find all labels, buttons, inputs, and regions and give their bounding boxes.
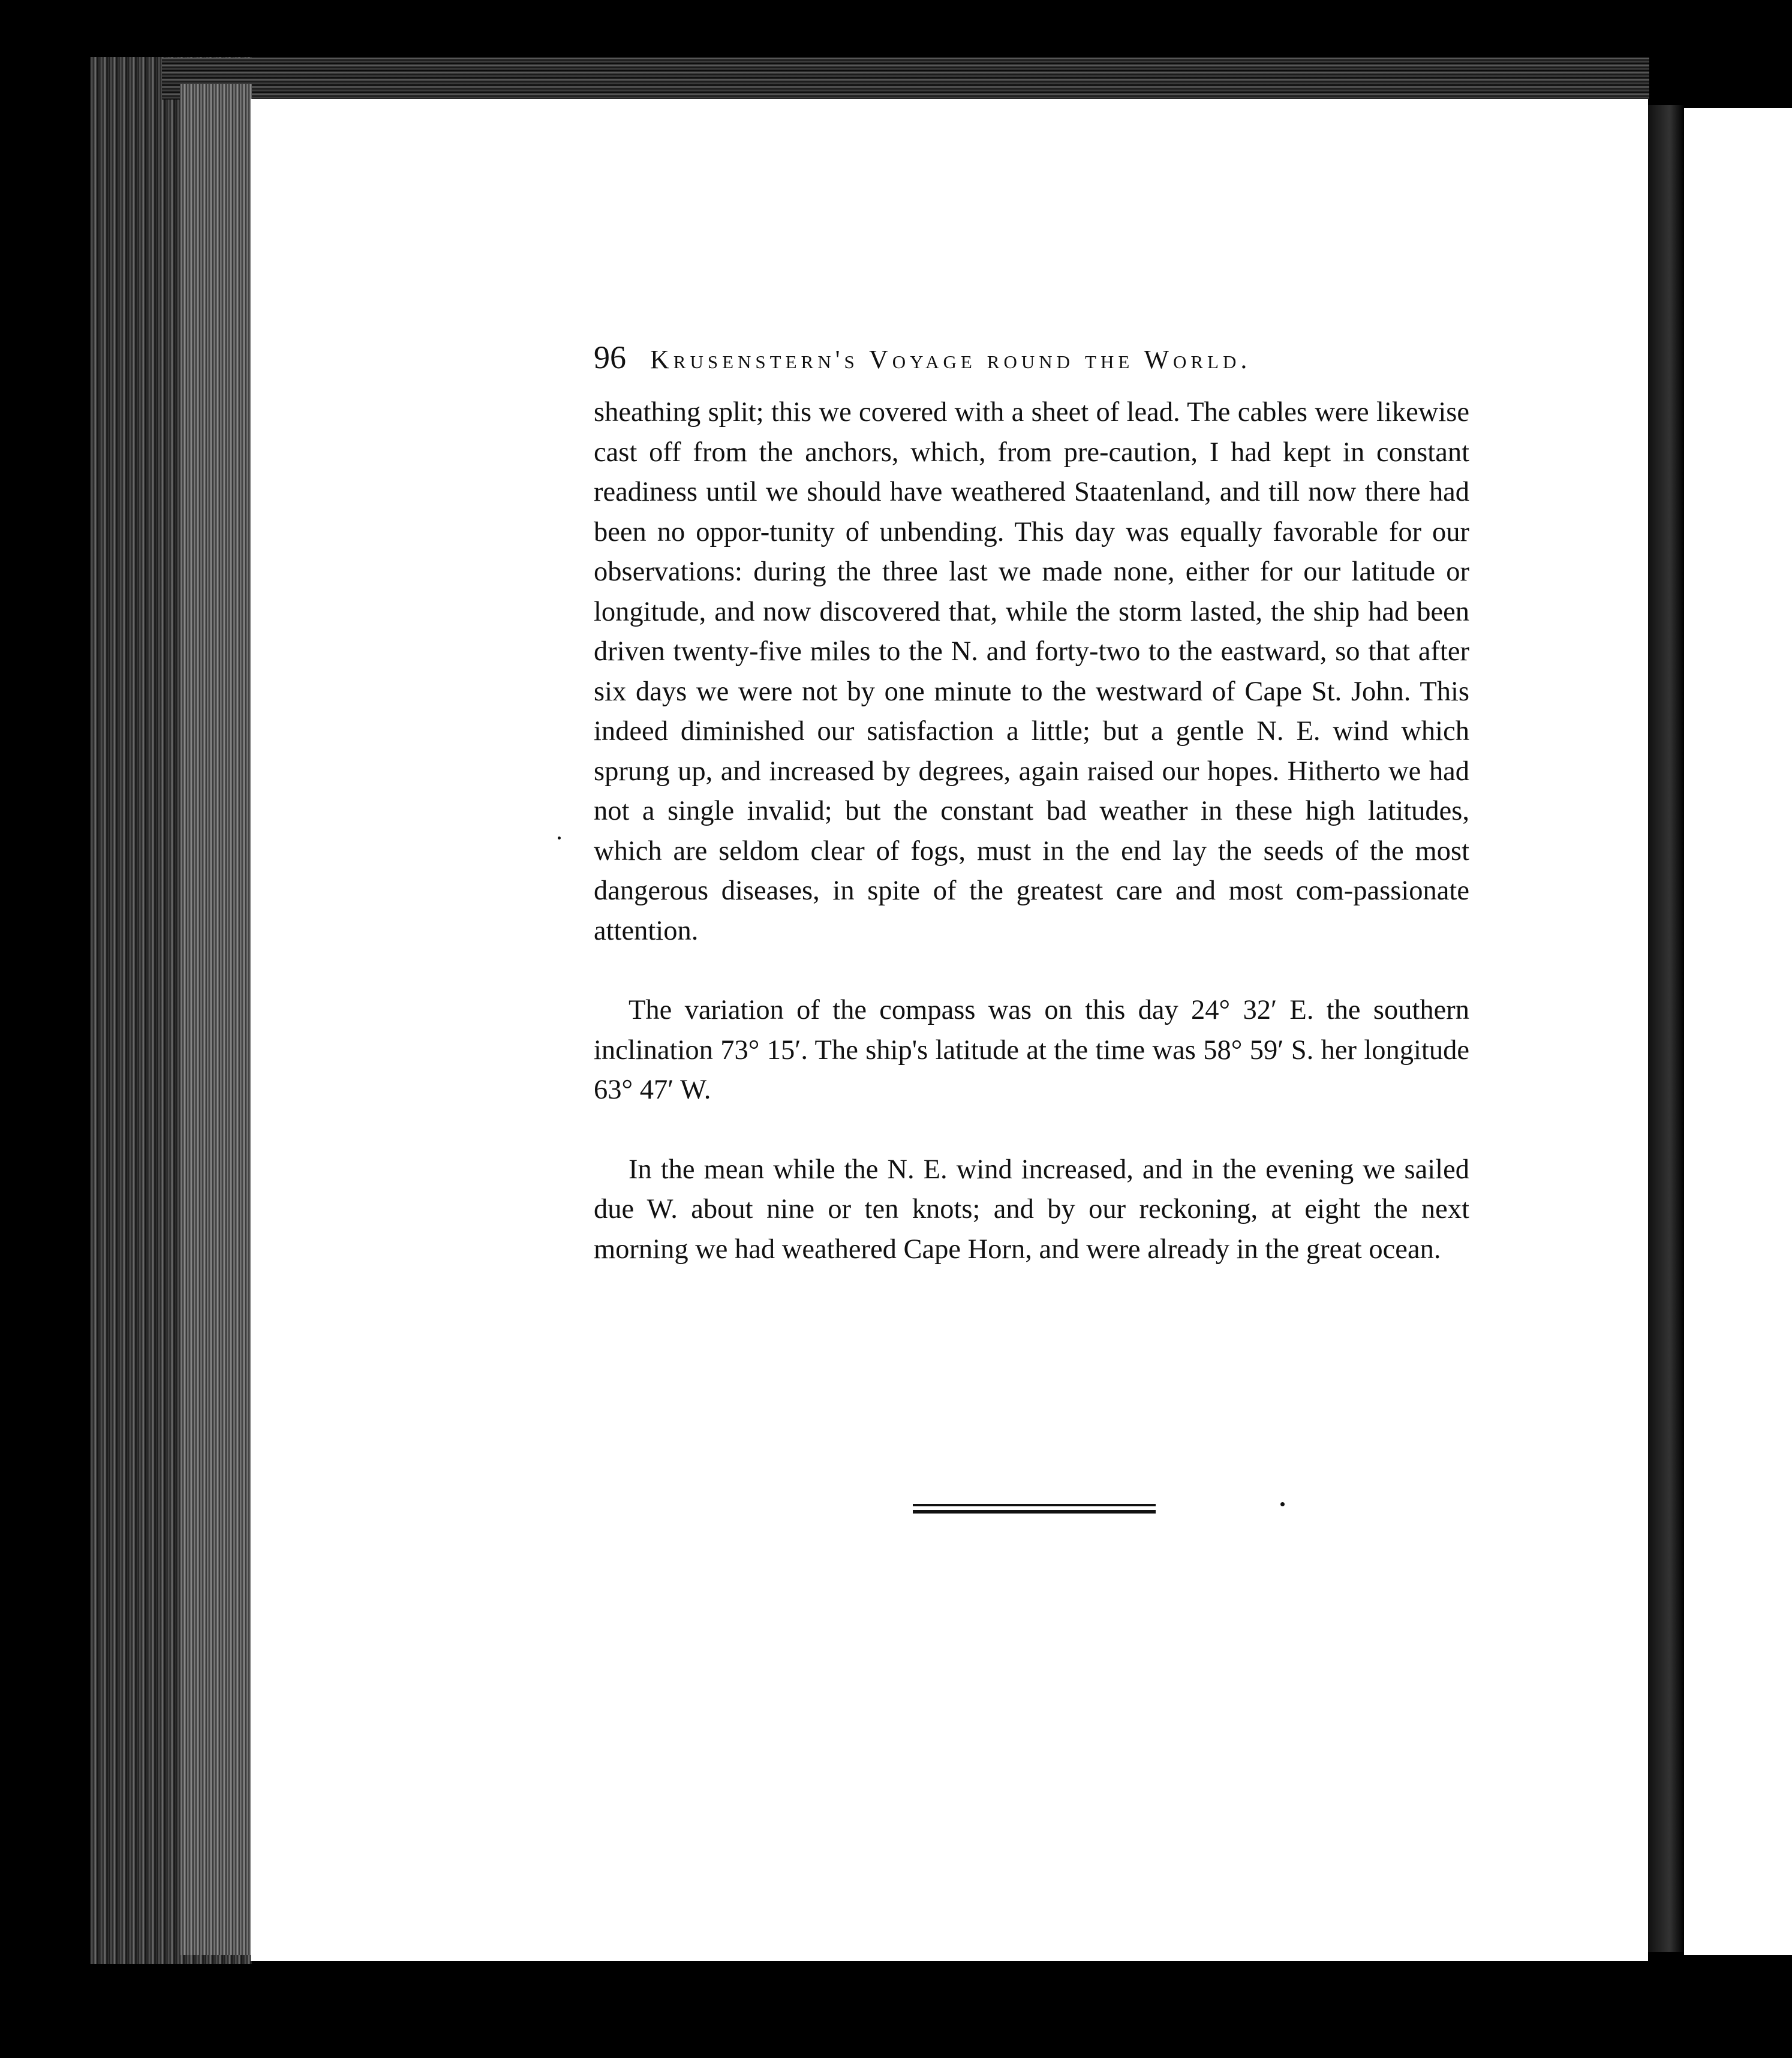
page-number: 96 — [594, 339, 626, 375]
paragraph-1: sheathing split; this we covered with a sheet of lead. The cables were likewise cast off from the anchors, which, from pre-caution, I had kept in constant readiness until we should have weathered Staatenland, and till now there had been no oppor-tunity of unbending. This day was equally favorable for our observations: during the three last we made none, either for our latitude or longitude, and now discovered that, while the storm lasted, the ship had been driven twenty-five miles to the N. and forty-two to the eastward, so that after six days we were not by one minute to the westward of Cape St. John. This indeed diminished our satisfaction a little; but a gentle N. E. wind which sprung up, and increased by degrees, again raised our hopes. Hitherto we had not a single invalid; but the constant bad weather in these high latitudes, which are seldom clear of fogs, must in the end lay the seeds of the most dangerous diseases, in spite of the greatest care and most com-passionate attention. — [594, 397, 1469, 946]
paragraph-3: In the mean while the N. E. wind increased, and in the evening we sailed due W. about nine or ten knots; and by our reckoning, at eight the next morning we had weathered Cape Horn, and were already in the great ocean. — [594, 1154, 1469, 1265]
ink-speck — [1280, 1502, 1285, 1506]
paragraph-2: The variation of the compass was on this day 24° 32′ E. the southern inclination 73° 15′. The ship's latitude at the time was 58° 59′ S. her longitude 63° 47′ W. — [594, 995, 1469, 1105]
page-edges-inner — [180, 84, 252, 1955]
section-end-rule — [913, 1504, 1156, 1514]
facing-page-edge — [1684, 108, 1792, 1955]
running-head — [594, 339, 1469, 393]
running-title: Krusenstern's Voyage round the World. — [650, 345, 1252, 374]
ink-speck — [558, 837, 561, 840]
page-edges-top — [162, 58, 1649, 100]
page-text — [594, 339, 1469, 1269]
gutter-shadow — [1648, 105, 1684, 1952]
